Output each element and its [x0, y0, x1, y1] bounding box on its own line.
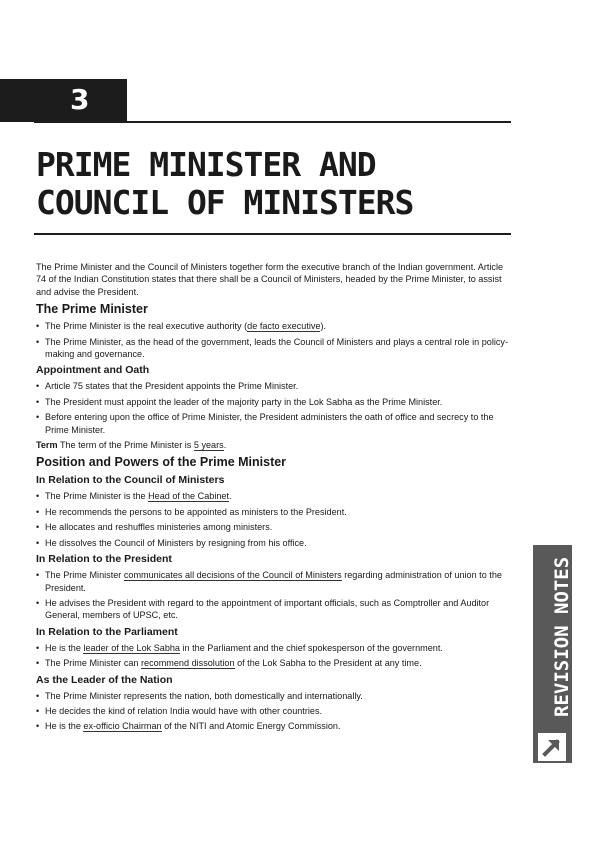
revision-notes-label: REVISION NOTES — [551, 556, 573, 717]
underlined-term: leader of the Lok Sabha — [83, 642, 180, 653]
text: The Prime Minister is the real executive authority ( — [45, 321, 248, 332]
page-title — [36, 146, 413, 222]
intro-paragraph: The Prime Minister and the Council of Ministers together form the executive branch of the Indian government. Article 74 of the Indian Constitution states that there shall be a Council of Ministers, headed by the Prime Minister, to assist and advise the President. — [36, 262, 504, 297]
list-item: • Before entering upon the office of Prime Minister, the President administers the oath of office and secrecy to the Prime Minister. — [36, 411, 510, 436]
list-item: • Article 75 states that the President appoints the Prime Minister. — [36, 380, 510, 392]
list-item: • The Prime Minister, as the head of the government, leads the Council of Ministers and plays a central role in policy-making and governance. — [36, 336, 510, 361]
text: . — [228, 491, 232, 502]
text: The Prime Minister — [45, 570, 124, 581]
appointment-list — [36, 380, 510, 436]
chapter-rule — [34, 121, 511, 123]
text: The term of the Prime Minister is — [59, 440, 194, 451]
arrow-up-right-icon — [537, 732, 567, 762]
list-item: • He decides the kind of relation India would have with other countries. — [36, 705, 510, 717]
nation-list — [36, 690, 510, 733]
term-paragraph — [36, 439, 510, 451]
section-heading-parliament: In Relation to the Parliament — [36, 625, 178, 638]
list-item: • He advises the President with regard to the appointment of important officials, such as Comptroller and Auditor General, members of UPSC, etc. — [36, 597, 510, 622]
text: ). — [320, 321, 327, 332]
section-heading-pm: The Prime Minister — [36, 302, 148, 317]
text: The Prime Minister can — [45, 658, 142, 669]
list-item — [36, 642, 510, 654]
text: . — [223, 440, 227, 451]
list-item — [36, 490, 510, 502]
title-line-1: PRIME MINISTER AND — [36, 145, 376, 184]
underlined-term: de facto executive — [247, 321, 321, 332]
list-item: • The President must appoint the leader of the majority party in the Lok Sabha as the Prime Minister. — [36, 396, 510, 408]
underlined-term: recommend dissolution — [141, 658, 235, 669]
president-list — [36, 569, 510, 622]
underlined-term: ex-officio Chairman — [83, 721, 162, 732]
text: He is the — [45, 721, 84, 732]
list-item: • The Prime Minister represents the nation, both domestically and internationally. — [36, 690, 510, 702]
section-heading-powers: Position and Powers of the Prime Minister — [36, 455, 287, 470]
list-item — [36, 657, 510, 669]
text: of the Lok Sabha to the President at any time. — [234, 658, 422, 669]
list-item: • He dissolves the Council of Ministers by resigning from his office. — [36, 537, 510, 549]
list-item — [36, 569, 510, 594]
list-item: • He recommends the persons to be appointed as ministers to the President. — [36, 506, 510, 518]
section-heading-council: In Relation to the Council of Ministers — [36, 474, 225, 487]
term-label: Term — [36, 440, 58, 451]
text: in the Parliament and the chief spokesperson of the government. — [180, 642, 443, 653]
underlined-term: Head of the Cabinet — [148, 491, 229, 502]
pm-list — [36, 320, 510, 360]
text: He is the — [45, 642, 84, 653]
chapter-number: 3 — [70, 83, 90, 116]
underlined-term: 5 years — [193, 440, 224, 451]
section-heading-president: In Relation to the President — [36, 553, 172, 566]
council-list — [36, 490, 510, 549]
content — [36, 261, 510, 736]
text: The Prime Minister is the — [45, 491, 149, 502]
underlined-term: communicates all decisions of the Council of Ministers — [123, 570, 342, 581]
list-item — [36, 720, 510, 732]
revision-notes-tab — [533, 545, 572, 763]
text: of the NITI and Atomic Energy Commission. — [161, 721, 341, 732]
list-item: • He allocates and reshuffles ministeries among ministers. — [36, 521, 510, 533]
section-heading-nation: As the Leader of the Nation — [36, 673, 173, 686]
text: regarding administration of union to the President. — [45, 570, 502, 593]
parliament-list — [36, 642, 510, 670]
title-line-2: COUNCIL OF MINISTERS — [36, 183, 414, 222]
chapter-number-block — [0, 79, 127, 122]
section-heading-appointment: Appointment and Oath — [36, 364, 150, 377]
title-rule — [34, 233, 511, 235]
list-item — [36, 320, 510, 332]
